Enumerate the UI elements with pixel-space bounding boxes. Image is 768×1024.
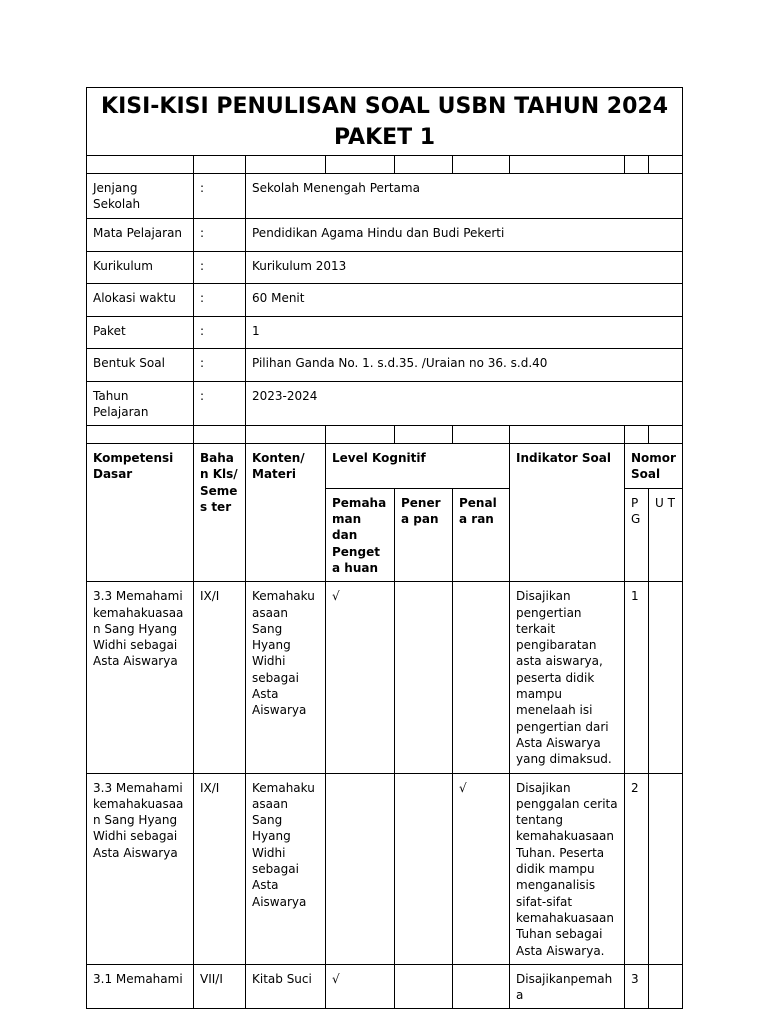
info-value: Pendidikan Agama Hindu dan Budi Pekerti (246, 218, 683, 251)
spacer-row (87, 426, 683, 444)
info-separator: : (194, 218, 246, 251)
info-separator: : (194, 348, 246, 381)
table-row (87, 773, 683, 964)
cell-indikator: Disajikanpemaha (510, 964, 625, 1009)
info-separator: : (194, 174, 246, 219)
info-row (87, 283, 683, 316)
header-level-kognitif: Level Kognitif (326, 444, 510, 489)
cell-bahan: IX/I (194, 582, 246, 773)
spacer-row (87, 156, 683, 174)
cell-penalaran (453, 582, 510, 773)
title-line-2: PAKET 1 (333, 125, 436, 150)
info-label: Tahun Pelajaran (87, 381, 194, 426)
info-row (87, 174, 683, 219)
info-label: Kurikulum (87, 251, 194, 283)
table-row (87, 582, 683, 773)
header-kompetensi-dasar: Kompetensi Dasar (87, 444, 194, 582)
cell-penerapan (395, 582, 453, 773)
cell-pemahaman (326, 773, 395, 964)
cell-ut (649, 582, 683, 773)
info-value: Pilihan Ganda No. 1. s.d.35. /Uraian no 36. s.d.40 (246, 348, 683, 381)
info-row (87, 348, 683, 381)
header-ut: U T (649, 488, 683, 581)
cell-indikator: Disajikan pengertian terkait pengibaratan asta aiswarya, peserta didik mampu menelaah isi pengertian dari Asta Aiswarya yang dimaksud. (510, 582, 625, 773)
info-row (87, 218, 683, 251)
info-value: 60 Menit (246, 283, 683, 316)
cell-pg: 2 (625, 773, 649, 964)
info-row (87, 251, 683, 283)
cell-bahan: VII/I (194, 964, 246, 1009)
header-penalaran: Penala ran (453, 488, 510, 581)
cell-konten: Kitab Suci (246, 964, 326, 1009)
cell-konten: Kemahakuasaan Sang Hyang Widhi sebagai Asta Aiswarya (246, 582, 326, 773)
cell-pemahaman: √ (326, 964, 395, 1009)
info-separator: : (194, 316, 246, 348)
cell-kd: 3.1 Memahami (87, 964, 194, 1009)
table-row (87, 964, 683, 1009)
header-pemahaman: Pemaha man dan Pengeta huan (326, 488, 395, 581)
info-label: Paket (87, 316, 194, 348)
info-label: Bentuk Soal (87, 348, 194, 381)
cell-penalaran (453, 964, 510, 1009)
info-label: Alokasi waktu (87, 283, 194, 316)
cell-indikator: Disajikan penggalan cerita tentang kemahakuasaan Tuhan. Peserta didik mampu menganalisis sifat-sifat kemahakuasaan Tuhan sebagai Asta Aiswarya. (510, 773, 625, 964)
info-value: Kurikulum 2013 (246, 251, 683, 283)
header-nomor-soal: Nomor Soal (625, 444, 683, 489)
cell-penerapan (395, 964, 453, 1009)
info-value: 2023-2024 (246, 381, 683, 426)
cell-pemahaman: √ (326, 582, 395, 773)
kisi-kisi-table (86, 87, 683, 1009)
cell-bahan: IX/I (194, 773, 246, 964)
title-line-1: KISI-KISI PENULISAN SOAL USBN TAHUN 2024 (101, 94, 669, 119)
info-value: Sekolah Menengah Pertama (246, 174, 683, 219)
header-indikator: Indikator Soal (510, 444, 625, 582)
cell-pg: 1 (625, 582, 649, 773)
cell-penerapan (395, 773, 453, 964)
header-pg: PG (625, 488, 649, 581)
cell-penalaran: √ (453, 773, 510, 964)
cell-ut (649, 773, 683, 964)
info-row (87, 316, 683, 348)
info-label: Jenjang Sekolah (87, 174, 194, 219)
cell-konten: Kemahakuasaan Sang Hyang Widhi sebagai Asta Aiswarya (246, 773, 326, 964)
info-separator: : (194, 251, 246, 283)
column-header-row (87, 444, 683, 489)
info-value: 1 (246, 316, 683, 348)
cell-ut (649, 964, 683, 1009)
info-label: Mata Pelajaran (87, 218, 194, 251)
cell-kd: 3.3 Memahami kemahakuasaan Sang Hyang Widhi sebagai Asta Aiswarya (87, 773, 194, 964)
info-separator: : (194, 283, 246, 316)
info-separator: : (194, 381, 246, 426)
header-konten: Konten/ Materi (246, 444, 326, 582)
title-row (87, 88, 683, 156)
document-title (87, 88, 683, 156)
cell-kd: 3.3 Memahami kemahakuasaan Sang Hyang Widhi sebagai Asta Aiswarya (87, 582, 194, 773)
header-bahan: Bahan Kls/ Semes ter (194, 444, 246, 582)
cell-pg: 3 (625, 964, 649, 1009)
header-penerapan: Penera pan (395, 488, 453, 581)
info-row (87, 381, 683, 426)
